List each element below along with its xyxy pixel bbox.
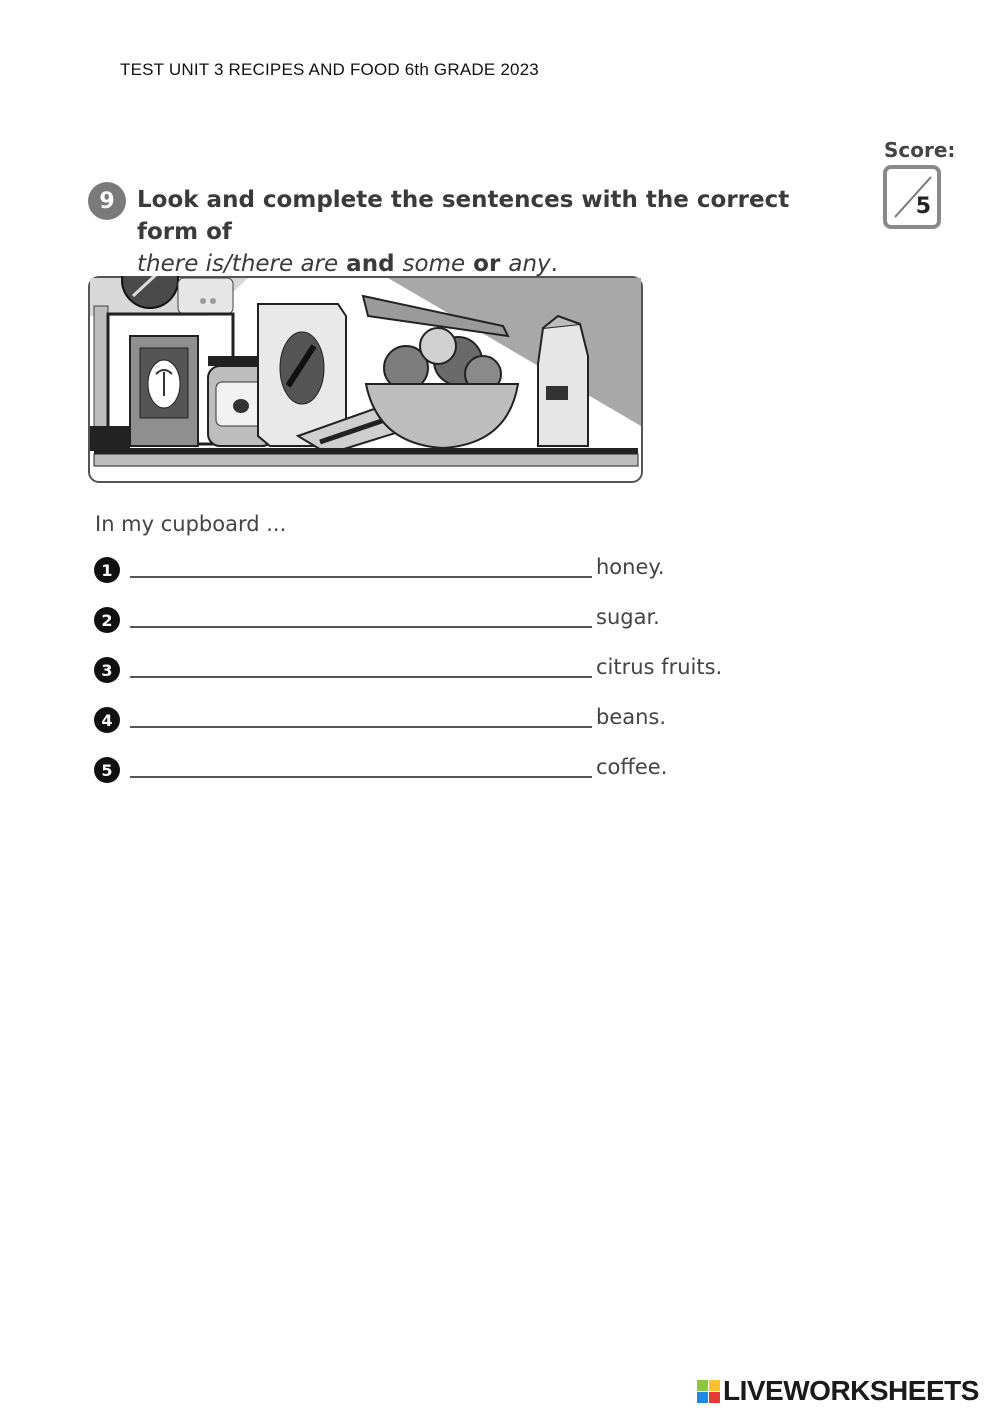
instruction-some: some: [402, 251, 466, 277]
instruction-there-is: there is: [137, 251, 225, 277]
answer-blank[interactable]: [130, 626, 592, 628]
liveworksheets-logo-icon: [697, 1380, 720, 1403]
liveworksheets-logo[interactable]: [697, 1375, 979, 1407]
answer-blank[interactable]: [130, 576, 592, 578]
cupboard-shelf-illustration: [88, 276, 643, 483]
score-max: 5: [915, 194, 931, 219]
instruction-there-are: there are: [231, 251, 339, 277]
item-word: honey.: [596, 555, 665, 579]
answer-blank[interactable]: [130, 726, 592, 728]
logo-text: LIVEWORKSHEETS: [723, 1375, 979, 1406]
item-number: 3: [94, 657, 120, 683]
instruction-any: any: [508, 251, 551, 277]
item-word: sugar.: [596, 605, 660, 629]
instruction-or: or: [465, 251, 509, 277]
score-label: Score:: [884, 138, 956, 162]
score-box: [883, 165, 941, 229]
instruction-line1: Look and complete the sentences with the correct form of: [137, 187, 790, 245]
lead-text: In my cupboard ...: [95, 512, 287, 536]
page-title: TEST UNIT 3 RECIPES AND FOOD 6th GRADE 2023: [120, 60, 539, 79]
instruction-end: .: [550, 251, 558, 277]
item-word: citrus fruits.: [596, 655, 723, 679]
item-number: 5: [94, 757, 120, 783]
item-word: coffee.: [596, 755, 668, 779]
answer-blank[interactable]: [130, 776, 592, 778]
exercise-number-badge: 9: [88, 182, 126, 220]
item-word: beans.: [596, 705, 667, 729]
instruction-and: and: [338, 251, 403, 277]
answer-blank[interactable]: [130, 676, 592, 678]
item-number: 1: [94, 557, 120, 583]
instruction-slash: /: [224, 251, 232, 277]
item-number: 4: [94, 707, 120, 733]
exercise-instruction: [137, 184, 797, 280]
item-number: 2: [94, 607, 120, 633]
